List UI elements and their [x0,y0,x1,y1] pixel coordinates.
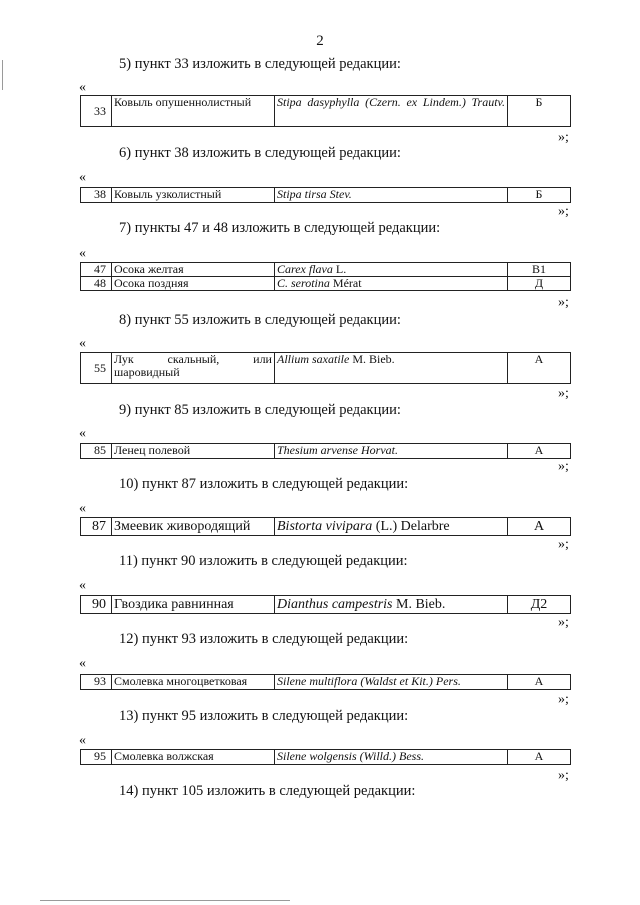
section-heading-8: 8) пункт 55 изложить в следующей редакции: [119,312,401,328]
section-heading-11: 11) пункт 90 изложить в следующей редакции: [119,553,408,569]
close-quote: »; [558,692,569,707]
section-heading-6: 6) пункт 38 изложить в следующей редакции: [119,145,401,161]
scan-artifact-bottom-edge [40,900,290,901]
section-heading-5: 5) пункт 33 изложить в следующей редакции: [119,56,401,72]
species-name: Смолевка многоцветковая [112,675,275,690]
author: L. [335,262,347,276]
page-number: 2 [316,33,324,49]
close-quote: »; [558,204,569,219]
author: M. Bieb. [352,352,395,366]
section-heading-9: 9) пункт 85 изложить в следующей редакции: [119,402,401,418]
species-table [80,262,571,291]
species-name: Осока поздняя [112,277,275,291]
latin-name: Allium saxatile M. Bieb. [275,353,508,384]
category: Д [508,277,571,291]
item-number: 85 [81,444,112,459]
species-table [80,595,571,614]
table-row [81,188,571,203]
section-heading-10: 10) пункт 87 изложить в следующей редакции: [119,476,409,492]
table-row [81,96,571,127]
category: Д2 [508,596,571,614]
latin-name: Stipa tirsa Stev. [275,188,508,203]
open-quote: « [79,80,86,95]
species-table [80,95,571,127]
close-quote: »; [558,459,569,474]
latin-name: Stipa dasyphylla (Czern. ex Lindem.) Trautv. [275,96,508,127]
close-quote: »; [558,615,569,630]
latin-name: Silene multiflora (Waldst et Kit.) Pers. [275,675,508,690]
item-number: 87 [81,518,112,536]
category: А [508,353,571,384]
species-name: Змеевик живородящий [112,518,275,536]
item-number: 55 [81,353,112,384]
species-table [80,443,571,459]
species-name: Ленец полевой [112,444,275,459]
item-number: 48 [81,277,112,291]
table-row [81,750,571,765]
close-quote: »; [558,130,569,145]
open-quote: « [79,578,86,593]
table-row [81,263,571,277]
item-number: 47 [81,263,112,277]
species-table [80,674,571,690]
species-name: Ковыль опушеннолистный [112,96,275,127]
open-quote: « [79,656,86,671]
table-row [81,596,571,614]
section-heading-7: 7) пункты 47 и 48 изложить в следующей редакции: [119,220,441,236]
table-row [81,444,571,459]
open-quote: « [79,170,86,185]
latin-name: Bistorta vivipara (L.) Delarbre [275,518,508,536]
author: (L.) Delarbre [375,519,450,534]
author: M. Bieb. [396,597,446,612]
item-number: 38 [81,188,112,203]
table-row [81,353,571,384]
table-row [81,675,571,690]
species-name: Осока желтая [112,263,275,277]
open-quote: « [79,426,86,441]
category: А [508,518,571,536]
open-quote: « [79,336,86,351]
category: А [508,444,571,459]
table-row [81,277,571,291]
category: А [508,750,571,765]
species-table [80,187,571,203]
species-table [80,517,571,536]
section-heading-13: 13) пункт 95 изложить в следующей редакции: [119,708,409,724]
item-number: 95 [81,750,112,765]
latin-name: C. serotina Mérat [275,277,508,291]
category: Б [508,96,571,127]
species-table [80,352,571,384]
species-name: Ковыль узколистный [112,188,275,203]
category: А [508,675,571,690]
close-quote: »; [558,295,569,310]
category: Б [508,188,571,203]
open-quote: « [79,246,86,261]
latin-name: Thesium arvense Horvat. [275,444,508,459]
species-name: Смолевка волжская [112,750,275,765]
close-quote: »; [558,768,569,783]
author: Mérat [332,276,362,290]
open-quote: « [79,501,86,516]
latin-name: Dianthus campestris M. Bieb. [275,596,508,614]
species-name: Лук скальный, или шаровидный [112,353,275,384]
latin-name: Silene wolgensis (Willd.) Bess. [275,750,508,765]
item-number: 90 [81,596,112,614]
latin-name: Carex flava L. [275,263,508,277]
item-number: 33 [81,96,112,127]
species-name: Гвоздика равнинная [112,596,275,614]
table-row [81,518,571,536]
item-number: 93 [81,675,112,690]
close-quote: »; [558,537,569,552]
section-heading-12: 12) пункт 93 изложить в следующей редакции: [119,631,409,647]
scan-artifact-left-edge [2,60,3,90]
category: В1 [508,263,571,277]
close-quote: »; [558,386,569,401]
section-heading-14: 14) пункт 105 изложить в следующей редакции: [119,783,416,799]
species-table [80,749,571,765]
open-quote: « [79,733,86,748]
